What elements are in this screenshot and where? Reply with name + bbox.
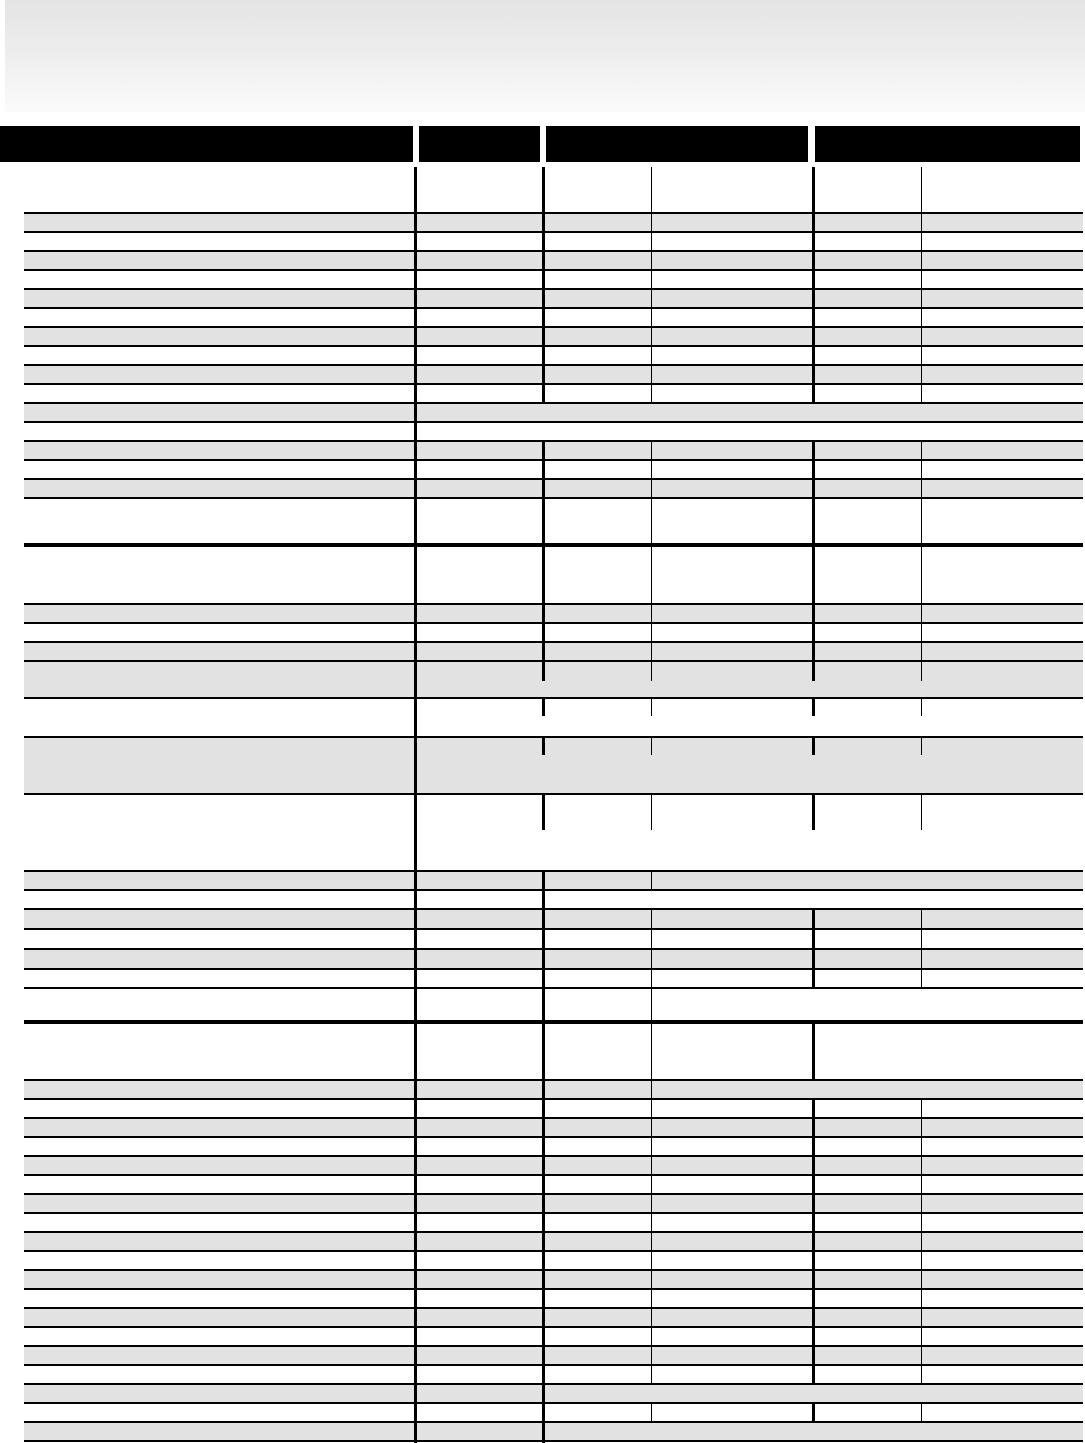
column-divider <box>651 910 652 1385</box>
table-row <box>24 643 1083 662</box>
column-divider <box>921 167 922 404</box>
column-divider <box>812 1022 815 1081</box>
column-divider <box>812 442 815 681</box>
column-divider <box>542 699 545 716</box>
table-row <box>24 1366 1083 1385</box>
column-divider <box>812 1100 815 1385</box>
table-row <box>24 910 1083 930</box>
column-divider <box>812 167 815 404</box>
table-row <box>24 1100 1083 1119</box>
column-divider <box>542 738 545 755</box>
table-row <box>24 309 1083 328</box>
column-divider <box>542 872 545 1443</box>
table-row <box>24 347 1083 366</box>
table-row <box>24 1138 1083 1157</box>
column-divider <box>542 167 545 404</box>
table-row <box>24 366 1083 385</box>
column-divider <box>542 442 545 681</box>
table-row <box>24 1233 1083 1252</box>
table-row <box>24 1328 1083 1347</box>
table-row <box>24 499 1083 545</box>
table-row <box>24 970 1083 989</box>
table-row <box>24 1290 1083 1309</box>
table-row <box>24 1081 1083 1100</box>
table-row <box>24 214 1083 233</box>
table-row <box>24 1423 1083 1442</box>
table-row <box>24 989 1083 1022</box>
table-row <box>24 480 1083 499</box>
table-row <box>24 404 1083 423</box>
table-row <box>24 1347 1083 1366</box>
section-divider <box>24 544 1083 547</box>
column-divider <box>921 442 922 681</box>
table-row <box>24 1176 1083 1195</box>
table-row <box>24 1214 1083 1233</box>
table-row <box>24 271 1083 290</box>
table-row <box>24 1404 1083 1423</box>
table-row <box>24 1385 1083 1404</box>
table-row <box>24 162 1083 214</box>
table-row <box>24 385 1083 404</box>
table-row <box>24 423 1083 442</box>
column-divider <box>921 910 922 989</box>
table-row <box>24 738 1083 795</box>
column-divider <box>921 795 922 830</box>
column-divider <box>651 1404 652 1423</box>
column-divider <box>651 167 652 404</box>
column-divider <box>812 699 815 716</box>
table-row <box>24 662 1083 699</box>
table-row <box>24 699 1083 738</box>
column-divider <box>651 442 652 681</box>
column-divider <box>812 738 815 755</box>
column-divider <box>921 1100 922 1385</box>
column-divider <box>812 1404 815 1423</box>
table-row <box>24 795 1083 872</box>
table-row <box>24 1119 1083 1138</box>
column-divider <box>921 699 922 716</box>
table-row <box>24 624 1083 643</box>
table-row <box>24 1157 1083 1176</box>
table-row <box>24 891 1083 910</box>
table-row <box>24 252 1083 271</box>
column-divider <box>921 738 922 755</box>
table-row <box>24 328 1083 347</box>
table-row <box>24 545 1083 605</box>
column-divider <box>921 1404 922 1423</box>
table-row <box>24 605 1083 624</box>
table-row <box>24 1309 1083 1328</box>
table-row <box>24 290 1083 309</box>
table-row <box>24 1271 1083 1290</box>
column-divider <box>812 795 815 830</box>
table-row <box>24 1252 1083 1271</box>
table-row <box>24 930 1083 950</box>
column-divider <box>651 738 652 755</box>
table-row <box>24 461 1083 480</box>
table-row <box>24 442 1083 461</box>
table-row <box>24 1195 1083 1214</box>
table-row <box>24 950 1083 970</box>
column-divider <box>812 910 815 989</box>
column-divider <box>651 872 652 891</box>
column-divider <box>651 795 652 830</box>
table-row <box>24 1022 1083 1081</box>
column-divider <box>542 795 545 830</box>
column-divider <box>414 167 417 1443</box>
section-divider <box>24 1021 1083 1024</box>
table-row <box>24 872 1083 891</box>
column-divider <box>651 699 652 716</box>
table-row <box>24 233 1083 252</box>
